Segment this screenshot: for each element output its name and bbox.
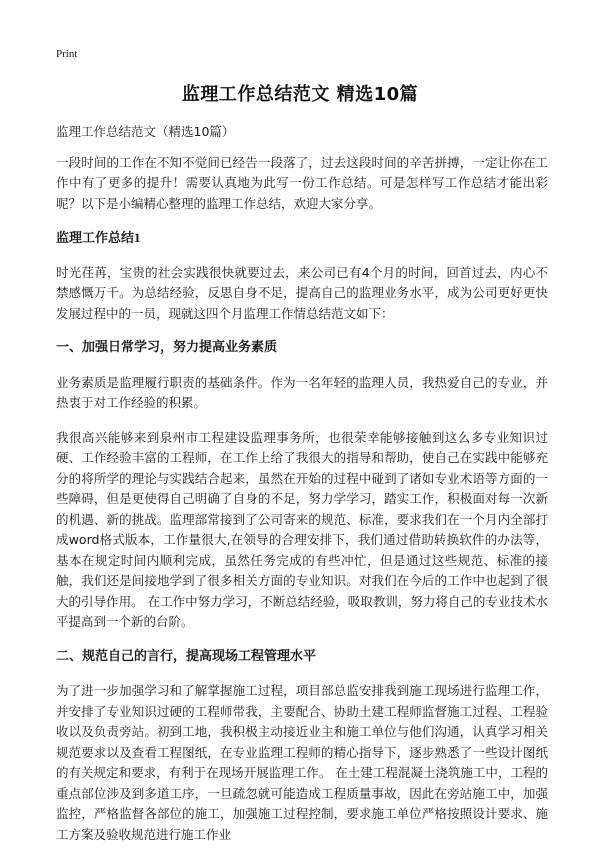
- part2-heading: 二、规范自己的言行，提高现场工程管理水平: [56, 648, 317, 664]
- section-heading-1: 监理工作总结1: [56, 230, 141, 245]
- print-label: Print: [56, 48, 78, 60]
- part1-paragraph-2: 我很高兴能够来到泉州市工程建设监理事务所，也很荣幸能够接触到这么多专业知识过硬、工作经验丰富的工程师，在工作上给了我很大的指导和帮助，使自己在实践中能够充分的将所学的理论与实践结合起来，虽然在开始的过程中碰到了诸如专业术语等方面的一些障碍，但是更使得自己明确了自身的不足，努力学学习，踏实工作，积极面对每一次新的机遇、新的挑战。监理部常接到了公司寄来的规范、标准，要求我们在一个月内全部打成word格式版本，工作量很大,在领导的合理安排下，我们通过借助转换软件的办法等，基本在规定时间内顺利完成，虽然任务完成的有些冲忙，但是通过这些规范、标准的接触，我们还是间接地学到了很多相关方面的专业知识。对我们在今后的工作中也起到了很大的引导作用。 在工作中努力学习，不断总结经验，吸取教训，努力将自己的专业技术水平提高到一个新的台阶。: [56, 429, 548, 629]
- intro-paragraph: 一段时间的工作在不知不觉间已经告一段落了，过去这段时间的辛苦拼搏，一定让你在工作中有了更多的提升！需要认真地为此写一份工作总结。可是怎样写工作总结才能出彩呢？以下是小编精心整理的监理工作总结，欢迎大家分享。: [56, 154, 548, 211]
- document-body: [56, 122, 548, 859]
- part1-paragraph-1: 业务素质是监理履行职责的基础条件。作为一名年轻的监理人员，我热爱自己的专业，并热衷于对工作经验的积累。: [56, 374, 548, 410]
- part1-heading: 一、加强日常学习，努力提高业务素质: [56, 340, 278, 355]
- document-title: 监理工作总结范文 精选10篇: [181, 84, 419, 105]
- document-subtitle: 监理工作总结范文（精选10篇）: [56, 124, 235, 139]
- section1-intro-paragraph: 时光荏苒，宝贵的社会实践很快就要过去，来公司已有4个月的时间，回首过去，内心不禁感慨万千。为总结经验，反思自身不足，提高自己的监理业务水平，成为公司更好更快发展过程中的一员，现就这四个月监理工作情总结范文如下：: [56, 264, 548, 321]
- part2-paragraph-1: 为了进一步加强学习和了解掌握施工过程，项目部总监安排我到施工现场进行监理工作，并安排了专业知识过硬的工程师带我，主要配合、协助土建工程师监督施工过程、工程验收以及负责旁站。初到工地，我积极主动接近业主和施工单位与他们沟通，认真学习相关规范要求以及查看工程图纸，在专业监理工程师的精心指导下，逐步熟悉了一些设计图纸的有关规定和要求，有利于在现场开展监理工作。 在土建工程混凝土浇筑施工中，工程的重点部位涉及到多道工序，一旦疏忽就可能造成工程质量事故，因此在旁站施工中，加强监控，严格监督各部位的施工，加强施工过程控制，要求施工单位严格按照设计要求、施工方案及验收规范进行施工作业: [56, 683, 548, 842]
